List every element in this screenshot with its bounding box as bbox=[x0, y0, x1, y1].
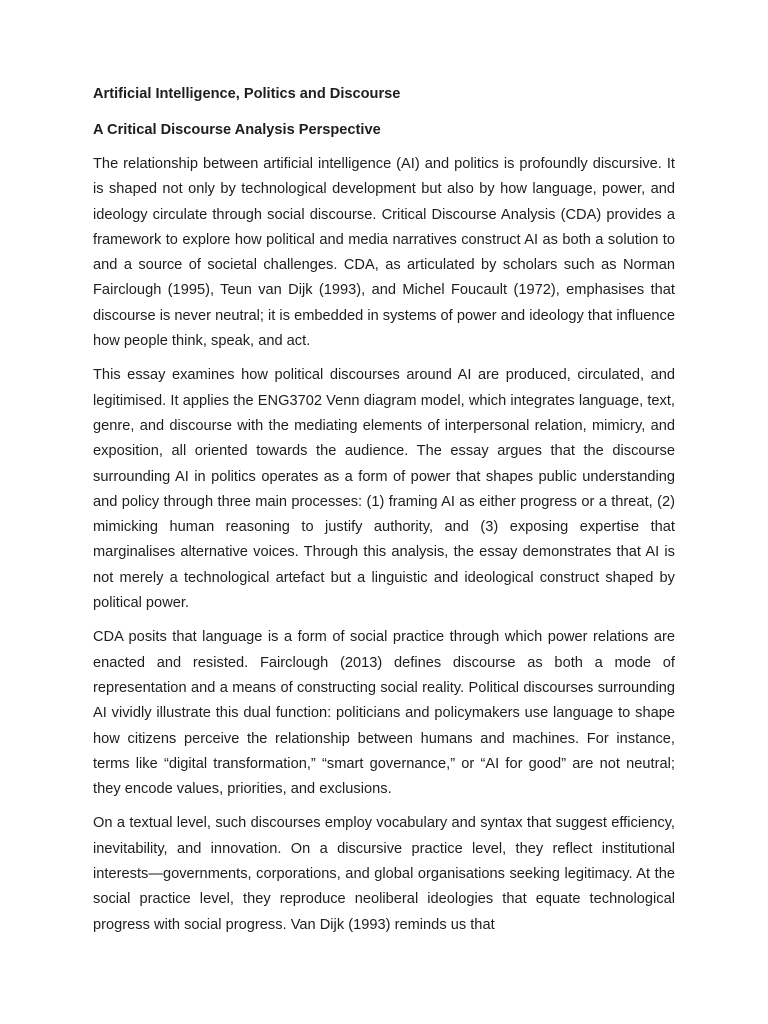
paragraph-3: CDA posits that language is a form of social practice through which power relations are enacted and resisted. Fairclough (2013) defines discourse as both a mode of representation and a means of constructing social reality. Political discourses surrounding AI vividly illustrate this dual function: politicians and policymakers use language to shape how citizens perceive the relationship between humans and machines. For instance, terms like “digital transformation,” “smart governance,” or “AI for good” are not neutral; they encode values, priorities, and exclusions. bbox=[93, 629, 675, 798]
paragraph-4: On a textual level, such discourses employ vocabulary and syntax that suggest efficiency, inevitability, and innovation. On a discursive practice level, they reflect institutional interests—governments, corporations, and global organisations seeking legitimacy. At the social practice level, they reproduce neoliberal ideologies that equate technological progress with social progress. Van Dijk (1993) reminds us that bbox=[93, 815, 675, 933]
paragraph-1: The relationship between artificial intelligence (AI) and politics is profoundly discursive. It is shaped not only by technological development but also by how language, power, and ideology circulate through social discourse. Critical Discourse Analysis (CDA) provides a framework to explore how political and media narratives construct AI as both a solution to and a source of societal challenges. CDA, as articulated by scholars such as Norman Fairclough (1995), Teun van Dijk (1993), and Michel Foucault (1972), emphasises that discourse is never neutral; it is embedded in systems of power and ideology that influence how people think, speak, and act. bbox=[93, 156, 675, 350]
document-subtitle: A Critical Discourse Analysis Perspective bbox=[93, 122, 381, 138]
paragraph-2: This essay examines how political discourses around AI are produced, circulated, and legitimised. It applies the ENG3702 Venn diagram model, which integrates language, text, genre, and discourse with the mediating elements of interpersonal relation, mimicry, and exposition, all oriented towards the audience. The essay argues that the discourse surrounding AI in politics operates as a form of power that shapes public understanding and policy through three main processes: (1) framing AI as either progress or a threat, (2) mimicking human reasoning to justify authority, and (3) exposing expertise that marginalises alternative voices. Through this analysis, the essay demonstrates that AI is not merely a technological artefact but a linguistic and ideological construct shaped by political power. bbox=[93, 367, 675, 612]
document-title: Artificial Intelligence, Politics and Discourse bbox=[93, 86, 401, 102]
document-body bbox=[93, 84, 675, 947]
